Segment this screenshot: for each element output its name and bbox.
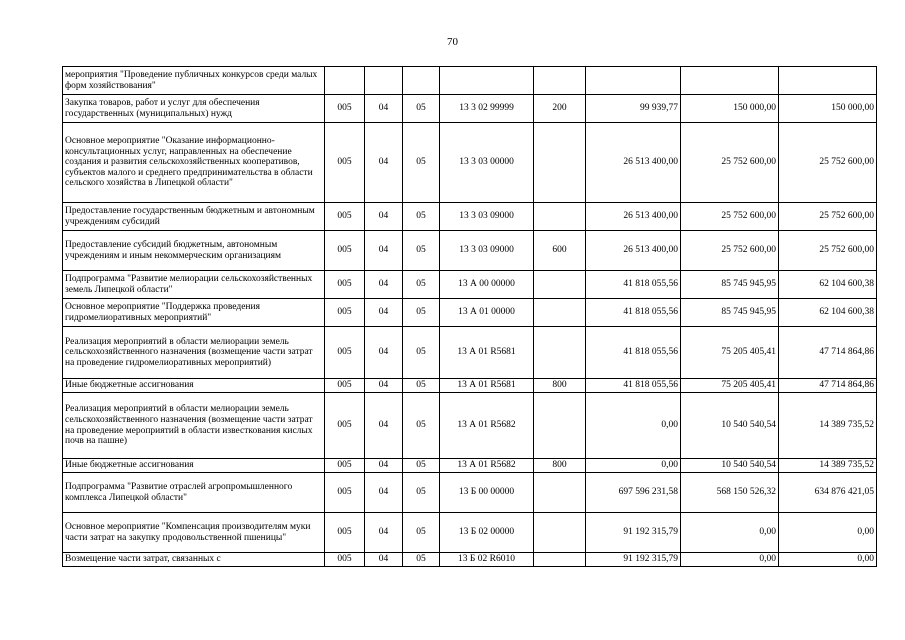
cell-csr: 13 А 01 R5681 — [440, 327, 534, 379]
cell-vr — [534, 327, 586, 379]
budget-table — [62, 66, 877, 567]
cell-amount-year1: 41 818 055,56 — [586, 271, 681, 299]
cell-csr: 13 А 00 00000 — [440, 271, 534, 299]
cell-ved — [325, 67, 365, 95]
cell-amount-year1: 26 513 400,00 — [586, 203, 681, 231]
cell-amount-year1: 41 818 055,56 — [586, 299, 681, 327]
cell-csr: 13 3 02 99999 — [440, 95, 534, 123]
table-row — [63, 393, 877, 459]
cell-vr: 800 — [534, 459, 586, 473]
cell-amount-year3: 47 714 864,86 — [779, 327, 877, 379]
cell-pr: 05 — [403, 459, 440, 473]
cell-rz: 04 — [365, 473, 403, 513]
cell-amount-year2: 0,00 — [681, 553, 779, 567]
cell-pr: 05 — [403, 553, 440, 567]
cell-name: Реализация мероприятий в области мелиорации земель сельскохозяйственного назначения (возмещение части затрат на проведение мероприятий в области известкования кислых почв на пашне) — [63, 393, 325, 459]
cell-vr — [534, 67, 586, 95]
cell-amount-year1: 26 513 400,00 — [586, 123, 681, 203]
cell-rz: 04 — [365, 299, 403, 327]
cell-vr — [534, 123, 586, 203]
cell-ved: 005 — [325, 473, 365, 513]
cell-csr — [440, 67, 534, 95]
cell-amount-year1: 0,00 — [586, 393, 681, 459]
cell-csr: 13 Б 02 R6010 — [440, 553, 534, 567]
cell-vr — [534, 473, 586, 513]
cell-vr — [534, 553, 586, 567]
cell-csr: 13 3 03 09000 — [440, 203, 534, 231]
cell-amount-year3: 62 104 600,38 — [779, 299, 877, 327]
cell-amount-year3: 0,00 — [779, 553, 877, 567]
cell-pr: 05 — [403, 327, 440, 379]
cell-amount-year1: 91 192 315,79 — [586, 513, 681, 553]
cell-name: Предоставление субсидий бюджетным, автономным учреждениям и иным некоммерческим организациям — [63, 231, 325, 271]
table-body — [63, 67, 877, 567]
cell-csr: 13 А 01 R5682 — [440, 459, 534, 473]
cell-name: Подпрограмма "Развитие мелиорации сельскохозяйственных земель Липецкой области" — [63, 271, 325, 299]
table-row — [63, 459, 877, 473]
cell-ved: 005 — [325, 299, 365, 327]
table-row — [63, 327, 877, 379]
cell-pr: 05 — [403, 203, 440, 231]
cell-rz: 04 — [365, 203, 403, 231]
cell-amount-year3: 634 876 421,05 — [779, 473, 877, 513]
cell-amount-year3: 25 752 600,00 — [779, 231, 877, 271]
cell-ved: 005 — [325, 327, 365, 379]
cell-amount-year2: 25 752 600,00 — [681, 231, 779, 271]
cell-amount-year3: 47 714 864,86 — [779, 379, 877, 393]
cell-vr — [534, 299, 586, 327]
cell-amount-year2: 568 150 526,32 — [681, 473, 779, 513]
cell-amount-year1: 697 596 231,58 — [586, 473, 681, 513]
cell-name: Реализация мероприятий в области мелиорации земель сельскохозяйственного назначения (возмещение части затрат на проведение гидромелиоративных мероприятий) — [63, 327, 325, 379]
cell-vr: 600 — [534, 231, 586, 271]
cell-ved: 005 — [325, 379, 365, 393]
cell-amount-year2: 75 205 405,41 — [681, 327, 779, 379]
cell-amount-year2: 85 745 945,95 — [681, 271, 779, 299]
cell-ved: 005 — [325, 203, 365, 231]
cell-amount-year2: 150 000,00 — [681, 95, 779, 123]
cell-ved: 005 — [325, 123, 365, 203]
cell-amount-year3 — [779, 67, 877, 95]
cell-rz: 04 — [365, 95, 403, 123]
cell-amount-year3: 25 752 600,00 — [779, 123, 877, 203]
cell-pr: 05 — [403, 473, 440, 513]
cell-name: Основное мероприятие "Поддержка проведения гидромелиоративных мероприятий" — [63, 299, 325, 327]
cell-amount-year2: 25 752 600,00 — [681, 123, 779, 203]
table-row — [63, 231, 877, 271]
cell-pr — [403, 67, 440, 95]
cell-amount-year1: 0,00 — [586, 459, 681, 473]
cell-amount-year3: 14 389 735,52 — [779, 459, 877, 473]
cell-pr: 05 — [403, 95, 440, 123]
cell-rz: 04 — [365, 231, 403, 271]
cell-amount-year1: 26 513 400,00 — [586, 231, 681, 271]
cell-amount-year3: 62 104 600,38 — [779, 271, 877, 299]
cell-pr: 05 — [403, 231, 440, 271]
cell-ved: 005 — [325, 231, 365, 271]
cell-vr — [534, 393, 586, 459]
cell-rz: 04 — [365, 327, 403, 379]
cell-vr — [534, 271, 586, 299]
cell-csr: 13 А 01 R5682 — [440, 393, 534, 459]
cell-pr: 05 — [403, 379, 440, 393]
cell-amount-year1: 91 192 315,79 — [586, 553, 681, 567]
cell-ved: 005 — [325, 393, 365, 459]
cell-amount-year2: 25 752 600,00 — [681, 203, 779, 231]
table-row — [63, 553, 877, 567]
cell-ved: 005 — [325, 95, 365, 123]
cell-vr — [534, 203, 586, 231]
cell-amount-year2: 75 205 405,41 — [681, 379, 779, 393]
cell-rz: 04 — [365, 459, 403, 473]
cell-amount-year1 — [586, 67, 681, 95]
cell-rz — [365, 67, 403, 95]
cell-rz: 04 — [365, 379, 403, 393]
table-row — [63, 299, 877, 327]
cell-amount-year3: 150 000,00 — [779, 95, 877, 123]
cell-ved: 005 — [325, 459, 365, 473]
cell-vr — [534, 513, 586, 553]
cell-name: Закупка товаров, работ и услуг для обеспечения государственных (муниципальных) нужд — [63, 95, 325, 123]
cell-csr: 13 Б 02 00000 — [440, 513, 534, 553]
table-row — [63, 379, 877, 393]
cell-rz: 04 — [365, 513, 403, 553]
cell-amount-year2 — [681, 67, 779, 95]
cell-amount-year2: 10 540 540,54 — [681, 393, 779, 459]
cell-rz: 04 — [365, 553, 403, 567]
table-row — [63, 67, 877, 95]
cell-csr: 13 3 03 00000 — [440, 123, 534, 203]
cell-pr: 05 — [403, 271, 440, 299]
table-row — [63, 203, 877, 231]
cell-csr: 13 А 01 00000 — [440, 299, 534, 327]
cell-ved: 005 — [325, 271, 365, 299]
cell-amount-year3: 25 752 600,00 — [779, 203, 877, 231]
table-row — [63, 123, 877, 203]
cell-pr: 05 — [403, 393, 440, 459]
table-row — [63, 95, 877, 123]
table-row — [63, 271, 877, 299]
cell-name: Иные бюджетные ассигнования — [63, 459, 325, 473]
cell-rz: 04 — [365, 271, 403, 299]
cell-amount-year3: 14 389 735,52 — [779, 393, 877, 459]
cell-name: Подпрограмма "Развитие отраслей агропромышленного комплекса Липецкой области" — [63, 473, 325, 513]
cell-csr: 13 Б 00 00000 — [440, 473, 534, 513]
cell-name: Основное мероприятие "Компенсация производителям муки части затрат на закупку продовольственной пшеницы" — [63, 513, 325, 553]
cell-ved: 005 — [325, 513, 365, 553]
cell-vr: 200 — [534, 95, 586, 123]
cell-amount-year2: 85 745 945,95 — [681, 299, 779, 327]
cell-name: Иные бюджетные ассигнования — [63, 379, 325, 393]
cell-name: Возмещение части затрат, связанных с — [63, 553, 325, 567]
cell-rz: 04 — [365, 393, 403, 459]
cell-amount-year1: 41 818 055,56 — [586, 327, 681, 379]
cell-csr: 13 А 01 R5681 — [440, 379, 534, 393]
cell-amount-year1: 99 939,77 — [586, 95, 681, 123]
cell-csr: 13 3 03 09000 — [440, 231, 534, 271]
cell-amount-year3: 0,00 — [779, 513, 877, 553]
cell-amount-year2: 10 540 540,54 — [681, 459, 779, 473]
cell-amount-year1: 41 818 055,56 — [586, 379, 681, 393]
cell-name: мероприятия "Проведение публичных конкурсов среди малых форм хозяйствования" — [63, 67, 325, 95]
cell-name: Предоставление государственным бюджетным и автономным учреждениям субсидий — [63, 203, 325, 231]
page-number: 70 — [447, 36, 458, 48]
cell-rz: 04 — [365, 123, 403, 203]
cell-amount-year2: 0,00 — [681, 513, 779, 553]
table-row — [63, 473, 877, 513]
cell-name: Основное мероприятие "Оказание информационно-консультационных услуг, направленных на обеспечение создания и развития сельскохозяйственных кооперативов, субъектов малого и среднего предпринимательства в области сельского хозяйства в Липецкой области" — [63, 123, 325, 203]
cell-vr: 800 — [534, 379, 586, 393]
cell-pr: 05 — [403, 299, 440, 327]
cell-pr: 05 — [403, 123, 440, 203]
cell-pr: 05 — [403, 513, 440, 553]
cell-ved: 005 — [325, 553, 365, 567]
table-row — [63, 513, 877, 553]
